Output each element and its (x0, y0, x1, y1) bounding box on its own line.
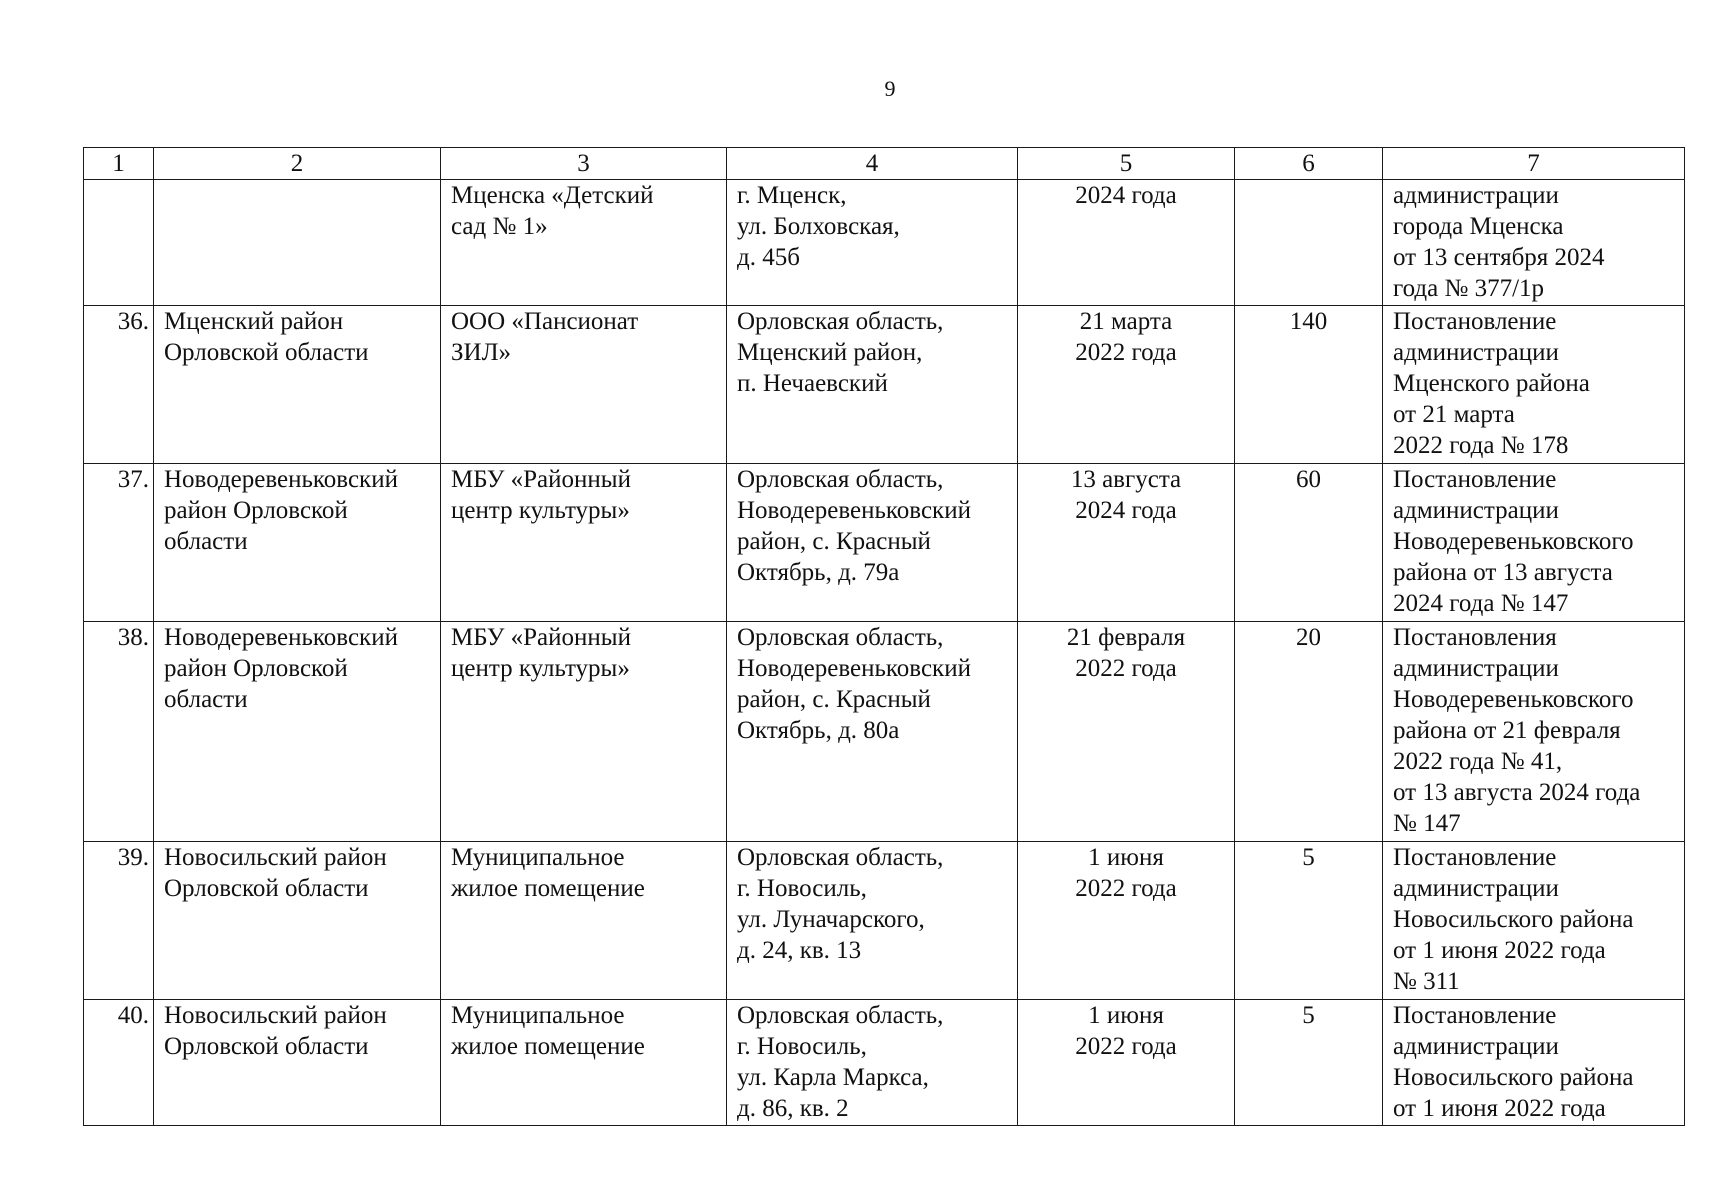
date-cell: 1 июня 2022 года (1018, 842, 1235, 1000)
document-cell: администрации города Мценска от 13 сентября 2024 года № 377/1р (1383, 180, 1685, 306)
organization-cell: ООО «Пансионат ЗИЛ» (441, 306, 727, 464)
date-cell: 21 марта 2022 года (1018, 306, 1235, 464)
capacity-cell: 5 (1235, 1000, 1383, 1126)
document-cell: Постановление администрации Новосильского района от 1 июня 2022 года № 311 (1383, 842, 1685, 1000)
address-cell: Орловская область, г. Новосиль, ул. Карла Маркса, д. 86, кв. 2 (727, 1000, 1018, 1126)
row-number: 36. (84, 306, 154, 464)
col-header-5: 5 (1018, 148, 1235, 180)
col-header-6: 6 (1235, 148, 1383, 180)
district-cell: Новосильский район Орловской области (154, 1000, 441, 1126)
organization-cell: Муниципальное жилое помещение (441, 1000, 727, 1126)
capacity-cell: 5 (1235, 842, 1383, 1000)
row-number (84, 180, 154, 306)
address-cell: Орловская область, Новодеревеньковский район, с. Красный Октябрь, д. 80а (727, 622, 1018, 842)
organization-cell: Мценска «Детский сад № 1» (441, 180, 727, 306)
district-cell: Новодеревеньковский район Орловской области (154, 464, 441, 622)
col-header-1: 1 (84, 148, 154, 180)
col-header-4: 4 (727, 148, 1018, 180)
document-cell: Постановление администрации Новодеревеньковского района от 13 августа 2024 года № 147 (1383, 464, 1685, 622)
col-header-7: 7 (1383, 148, 1685, 180)
document-cell: Постановление администрации Новосильского района от 1 июня 2022 года (1383, 1000, 1685, 1126)
district-cell (154, 180, 441, 306)
col-header-3: 3 (441, 148, 727, 180)
address-cell: Орловская область, г. Новосиль, ул. Луначарского, д. 24, кв. 13 (727, 842, 1018, 1000)
date-cell: 21 февраля 2022 года (1018, 622, 1235, 842)
document-cell: Постановления администрации Новодеревеньковского района от 21 февраля 2022 года № 41, от 13 августа 2024 года № 147 (1383, 622, 1685, 842)
table-row (84, 306, 1685, 464)
date-cell: 13 августа 2024 года (1018, 464, 1235, 622)
capacity-cell: 60 (1235, 464, 1383, 622)
col-header-2: 2 (154, 148, 441, 180)
date-cell: 1 июня 2022 года (1018, 1000, 1235, 1126)
organization-cell: МБУ «Районный центр культуры» (441, 622, 727, 842)
address-cell: Орловская область, Мценский район, п. Нечаевский (727, 306, 1018, 464)
capacity-cell: 20 (1235, 622, 1383, 842)
capacity-cell: 140 (1235, 306, 1383, 464)
date-cell: 2024 года (1018, 180, 1235, 306)
district-cell: Новодеревеньковский район Орловской области (154, 622, 441, 842)
table-row (84, 622, 1685, 842)
table-row (84, 842, 1685, 1000)
row-number: 40. (84, 1000, 154, 1126)
district-cell: Новосильский район Орловской области (154, 842, 441, 1000)
row-number: 38. (84, 622, 154, 842)
capacity-cell (1235, 180, 1383, 306)
header-row (84, 148, 1685, 180)
address-cell: Орловская область, Новодеревеньковский район, с. Красный Октябрь, д. 79а (727, 464, 1018, 622)
organization-cell: Муниципальное жилое помещение (441, 842, 727, 1000)
table-row (84, 1000, 1685, 1126)
table-row (84, 180, 1685, 306)
page-number: 9 (884, 76, 896, 101)
document-cell: Постановление администрации Мценского района от 21 марта 2022 года № 178 (1383, 306, 1685, 464)
row-number: 39. (84, 842, 154, 1000)
address-cell: г. Мценск, ул. Болховская, д. 45б (727, 180, 1018, 306)
organization-cell: МБУ «Районный центр культуры» (441, 464, 727, 622)
district-cell: Мценский район Орловской области (154, 306, 441, 464)
table-row (84, 464, 1685, 622)
row-number: 37. (84, 464, 154, 622)
registry-table (83, 147, 1685, 1126)
